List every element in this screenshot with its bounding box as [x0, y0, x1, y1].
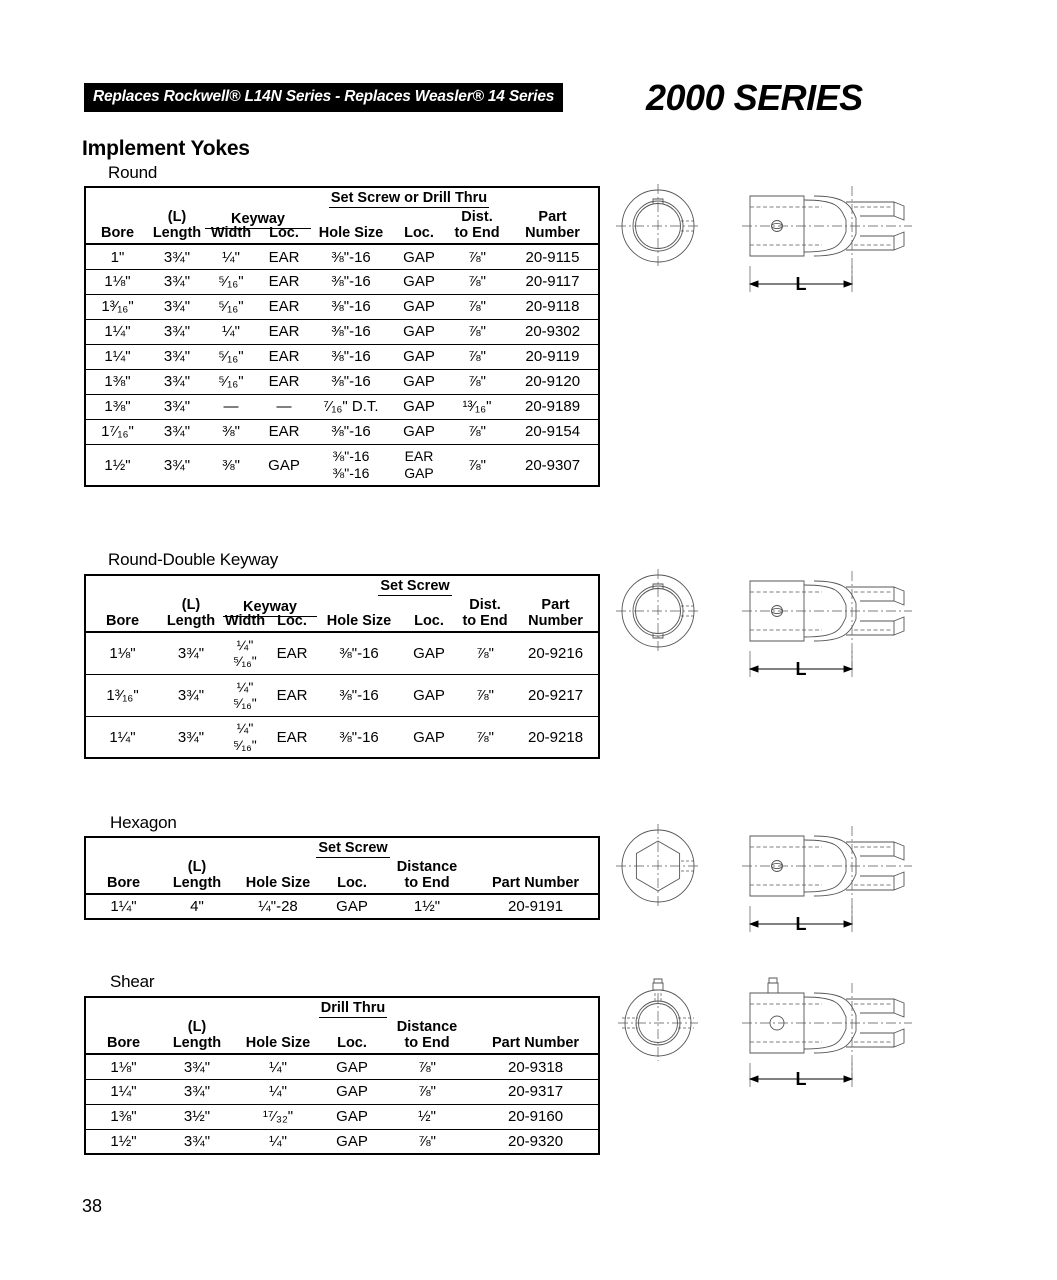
cell-hole: ⅜"-16 ⅜"-16	[311, 444, 391, 486]
cell-kw_loc: EAR	[276, 645, 308, 663]
cell-part: 20-9160	[473, 1104, 599, 1129]
cell-length: 3½"	[161, 1104, 233, 1129]
cell-dist: ⅞"	[447, 419, 507, 444]
cell-kw_width: ¼"	[222, 248, 240, 266]
group-header-label: Set Screw	[316, 841, 389, 858]
col-loc: Loc.	[391, 209, 447, 244]
col-length: (L) Length	[159, 597, 223, 632]
cell-hole: ¼"	[233, 1079, 323, 1104]
cell-kw_width: ⁵⁄₁₆"	[205, 294, 257, 319]
cell-part: 20-9117	[507, 269, 599, 294]
cell-dist: ¹³⁄₁₆"	[447, 394, 507, 419]
cell-length: 3¾"	[149, 294, 205, 319]
cell-dist: ⅞"	[418, 1058, 436, 1076]
cell-length: 3¾"	[149, 344, 205, 369]
keyway-group-label: Keyway	[223, 599, 317, 617]
col-keyway-loc: Loc.	[257, 209, 311, 244]
cell-part: 20-9217	[513, 674, 599, 716]
table-row	[85, 674, 599, 716]
cell-length: 3¾"	[183, 1058, 211, 1076]
cell-hole: ⅜"-16	[311, 294, 391, 319]
cell-length: 4"	[190, 898, 204, 916]
table-round-body	[85, 244, 599, 486]
cell-length: 3¾"	[149, 319, 205, 344]
cell-dist: ⅞"	[381, 1129, 473, 1154]
cell-length: 3¾"	[149, 394, 205, 419]
table-round	[84, 186, 600, 487]
drawing-round-double-keyway-yoke	[608, 565, 938, 695]
cell-dist: ⅞"	[447, 444, 507, 486]
cell-kw_loc: EAR	[268, 248, 300, 266]
cell-kw_loc: EAR	[257, 369, 311, 394]
cell-hole: ⅜"-16	[311, 419, 391, 444]
table-shear-body	[85, 1054, 599, 1154]
col-bore: Bore	[85, 209, 149, 244]
cell-loc: EAR GAP	[391, 444, 447, 486]
cell-dist: ⅞"	[447, 294, 507, 319]
cell-loc: GAP	[391, 319, 447, 344]
cell-bore: 1¼"	[85, 319, 149, 344]
cell-part: 20-9317	[473, 1079, 599, 1104]
cell-loc: GAP	[401, 716, 457, 758]
group-header-setscrew	[233, 837, 473, 859]
table-hexagon	[84, 836, 600, 920]
cell-bore: 1¼"	[110, 898, 137, 916]
cell-dist: ⅞"	[447, 369, 507, 394]
col-length: (L) Length	[161, 1019, 233, 1054]
cell-loc: GAP	[391, 344, 447, 369]
col-length: (L) Length	[161, 859, 233, 894]
table-row	[85, 319, 599, 344]
table-row	[85, 1079, 599, 1104]
group-header-label: Set Screw	[378, 579, 451, 596]
cell-loc: GAP	[323, 1104, 381, 1129]
cell-kw_width: ⁵⁄₁₆"	[205, 344, 257, 369]
table-row	[85, 269, 599, 294]
drawing-hexagon-yoke	[608, 820, 938, 945]
col-length: (L) Length	[149, 209, 205, 244]
cell-hole: ⅜"-16	[311, 269, 391, 294]
table-row	[85, 1054, 599, 1079]
cell-kw_loc: EAR	[257, 419, 311, 444]
dimension-label-L: L	[795, 914, 807, 934]
table-row	[85, 1129, 599, 1154]
spacer-cell	[85, 837, 233, 859]
col-part-number: Part Number	[473, 859, 599, 894]
cell-loc: GAP	[336, 898, 368, 916]
group-header-setscrew	[317, 575, 513, 597]
spacer-cell	[85, 575, 317, 597]
table-shear	[84, 996, 600, 1155]
section-title-round: Round	[108, 163, 158, 182]
spacer-cell-2	[473, 997, 599, 1019]
cell-hole: ⅜"-16	[311, 319, 391, 344]
cell-length: 3¾"	[177, 645, 205, 663]
cell-hole: ¹⁷⁄₃₂"	[233, 1104, 323, 1129]
cell-kw_loc: GAP	[257, 444, 311, 486]
cell-kw_width: ⁵⁄₁₆"	[205, 369, 257, 394]
section-title-shear: Shear	[110, 972, 155, 991]
col-dist-to-end: Dist. to End	[447, 209, 507, 244]
section-title-hexagon: Hexagon	[110, 813, 177, 832]
cell-part: 20-9118	[507, 294, 599, 319]
group-header-label: Set Screw or Drill Thru	[329, 191, 489, 208]
cell-dist: ⅞"	[457, 716, 513, 758]
spacer-cell-2	[513, 575, 599, 597]
table-row	[85, 894, 599, 919]
cell-length: 3¾"	[159, 716, 223, 758]
cell-length: 3¾"	[159, 674, 223, 716]
cell-length: 3¾"	[149, 419, 205, 444]
cell-part: 20-9120	[507, 369, 599, 394]
spacer-cell	[85, 997, 233, 1019]
table-row	[85, 444, 599, 486]
cell-kw_loc: —	[257, 394, 311, 419]
cell-kw_loc: EAR	[257, 319, 311, 344]
cell-hole: ⅜"-16	[339, 645, 379, 663]
table-row	[85, 632, 599, 674]
cell-bore: 1³⁄₁₆"	[85, 674, 159, 716]
cell-bore: 1⅛"	[109, 645, 136, 663]
cell-bore: 1⅜"	[85, 1104, 161, 1129]
keyway-group-label: Keyway	[205, 211, 311, 229]
spacer-cell	[85, 187, 311, 209]
col-hole-size: Hole Size	[311, 209, 391, 244]
cell-loc: GAP	[336, 1058, 368, 1076]
cell-length: 3¾"	[149, 369, 205, 394]
dimension-label-L: L	[795, 274, 807, 294]
group-header-setscrew-drillthru	[311, 187, 507, 209]
cell-length: 3¾"	[149, 269, 205, 294]
cell-bore: 1⁷⁄₁₆"	[85, 419, 149, 444]
section-title-round-double-keyway: Round-Double Keyway	[108, 550, 279, 569]
spacer-cell-2	[473, 837, 599, 859]
cell-loc: GAP	[323, 1079, 381, 1104]
cell-loc: GAP	[403, 248, 435, 266]
cell-dist: ⅞"	[476, 645, 494, 663]
cell-part: 20-9189	[507, 394, 599, 419]
header-banner: Replaces Rockwell® L14N Series - Replaces Weasler® 14 Series	[84, 83, 563, 112]
cell-length: 3¾"	[163, 248, 191, 266]
cell-dist: ⅞"	[447, 269, 507, 294]
table-row	[85, 369, 599, 394]
page-title: Implement Yokes	[82, 137, 250, 160]
page-header	[84, 77, 973, 119]
cell-hole: ⅜"-16	[311, 344, 391, 369]
group-header-drillthru	[233, 997, 473, 1019]
drawing-shear-yoke	[608, 975, 938, 1100]
cell-dist: ⅞"	[468, 248, 486, 266]
cell-part: 20-9191	[507, 898, 564, 916]
cell-dist: ⅞"	[447, 319, 507, 344]
col-hole-size: Hole Size	[233, 1019, 323, 1054]
col-bore: Bore	[85, 1019, 161, 1054]
cell-hole: ⅜"-16	[317, 716, 401, 758]
cell-kw_width: ¼" ⁵⁄₁₆"	[223, 674, 267, 716]
cell-kw_width: ⁵⁄₁₆"	[205, 269, 257, 294]
cell-bore: 1³⁄₁₆"	[85, 294, 149, 319]
cell-kw_loc: EAR	[257, 294, 311, 319]
col-hole-size: Hole Size	[233, 859, 323, 894]
cell-kw_width: —	[205, 394, 257, 419]
col-keyway-loc: Loc.	[267, 597, 317, 632]
table-row	[85, 244, 599, 269]
page-number: 38	[82, 1196, 103, 1216]
cell-dist: ½"	[381, 1104, 473, 1129]
cell-part: 20-9318	[507, 1058, 564, 1076]
cell-dist: ⅞"	[457, 674, 513, 716]
col-loc: Loc.	[401, 597, 457, 632]
cell-bore: 1⅛"	[85, 269, 149, 294]
col-part-number: Part Number	[473, 1019, 599, 1054]
col-distance-to-end: Distance to End	[381, 1019, 473, 1054]
cell-part: 20-9119	[507, 344, 599, 369]
cell-loc: GAP	[391, 394, 447, 419]
cell-dist: ⅞"	[447, 344, 507, 369]
cell-dist: ⅞"	[381, 1079, 473, 1104]
col-bore: Bore	[85, 859, 161, 894]
group-header-label: Drill Thru	[319, 1001, 387, 1018]
col-part-number: Part Number	[513, 597, 599, 632]
cell-kw_width: ¼" ⁵⁄₁₆"	[233, 636, 257, 670]
drawing-round-yoke	[608, 180, 938, 310]
cell-hole: ¼"	[269, 1058, 287, 1076]
cell-kw_width: ¼"	[205, 319, 257, 344]
cell-hole: ⅜"-16	[331, 248, 371, 266]
cell-kw_width: ⅜"	[205, 444, 257, 486]
cell-loc: GAP	[391, 269, 447, 294]
table-hex-body	[85, 894, 599, 919]
cell-hole: ⁷⁄₁₆" D.T.	[311, 394, 391, 419]
dimension-label-L: L	[795, 659, 807, 679]
cell-loc: GAP	[401, 674, 457, 716]
table-row	[85, 716, 599, 758]
cell-bore: 1¼"	[85, 1079, 161, 1104]
cell-kw_loc: EAR	[257, 344, 311, 369]
cell-part: 20-9320	[473, 1129, 599, 1154]
cell-hole: ¼"-28	[258, 898, 298, 916]
cell-kw_width: ¼" ⁵⁄₁₆"	[223, 716, 267, 758]
col-bore: Bore	[85, 597, 159, 632]
dimension-label-L: L	[795, 1069, 807, 1089]
cell-length: 3¾"	[161, 1129, 233, 1154]
cell-hole: ⅜"-16	[311, 369, 391, 394]
cell-bore: 1"	[110, 248, 125, 266]
col-part-number: Part Number	[507, 209, 599, 244]
cell-loc: GAP	[391, 294, 447, 319]
cell-part: 20-9302	[507, 319, 599, 344]
col-dist-to-end: Dist. to End	[457, 597, 513, 632]
table-row	[85, 294, 599, 319]
col-keyway-width: Keyway Width	[223, 597, 267, 632]
cell-bore: 1½"	[85, 1129, 161, 1154]
cell-part: 20-9216	[527, 645, 584, 663]
cell-length: 3¾"	[161, 1079, 233, 1104]
cell-bore: 1¼"	[85, 344, 149, 369]
cell-hole: ¼"	[233, 1129, 323, 1154]
cell-bore: 1⅛"	[110, 1058, 137, 1076]
table-row	[85, 419, 599, 444]
cell-loc: GAP	[323, 1129, 381, 1154]
cell-hole: ⅜"-16	[317, 674, 401, 716]
col-keyway-width: Keyway Width	[205, 209, 257, 244]
cell-bore: 1⅜"	[85, 394, 149, 419]
spacer-cell-2	[507, 187, 599, 209]
col-loc: Loc.	[323, 1019, 381, 1054]
cell-part: 20-9218	[513, 716, 599, 758]
cell-kw_loc: EAR	[257, 269, 311, 294]
table-rdk-body	[85, 632, 599, 758]
cell-kw_loc: EAR	[267, 716, 317, 758]
cell-dist: 1½"	[413, 898, 441, 916]
table-row	[85, 344, 599, 369]
cell-length: 3¾"	[149, 444, 205, 486]
cell-loc: GAP	[413, 645, 445, 663]
cell-kw_loc: EAR	[267, 674, 317, 716]
cell-part: 20-9154	[507, 419, 599, 444]
col-loc: Loc.	[323, 859, 381, 894]
col-hole-size: Hole Size	[317, 597, 401, 632]
cell-bore: 1⅜"	[85, 369, 149, 394]
cell-bore: 1¼"	[85, 716, 159, 758]
table-round-double-keyway	[84, 574, 600, 759]
cell-loc: GAP	[391, 419, 447, 444]
table-row	[85, 394, 599, 419]
col-distance-to-end: Distance to End	[381, 859, 473, 894]
series-title: 2000 SERIES	[646, 77, 863, 118]
cell-part: 20-9307	[507, 444, 599, 486]
cell-part: 20-9115	[525, 248, 580, 266]
table-row	[85, 1104, 599, 1129]
cell-kw_width: ⅜"	[205, 419, 257, 444]
cell-bore: 1½"	[85, 444, 149, 486]
cell-loc: GAP	[391, 369, 447, 394]
